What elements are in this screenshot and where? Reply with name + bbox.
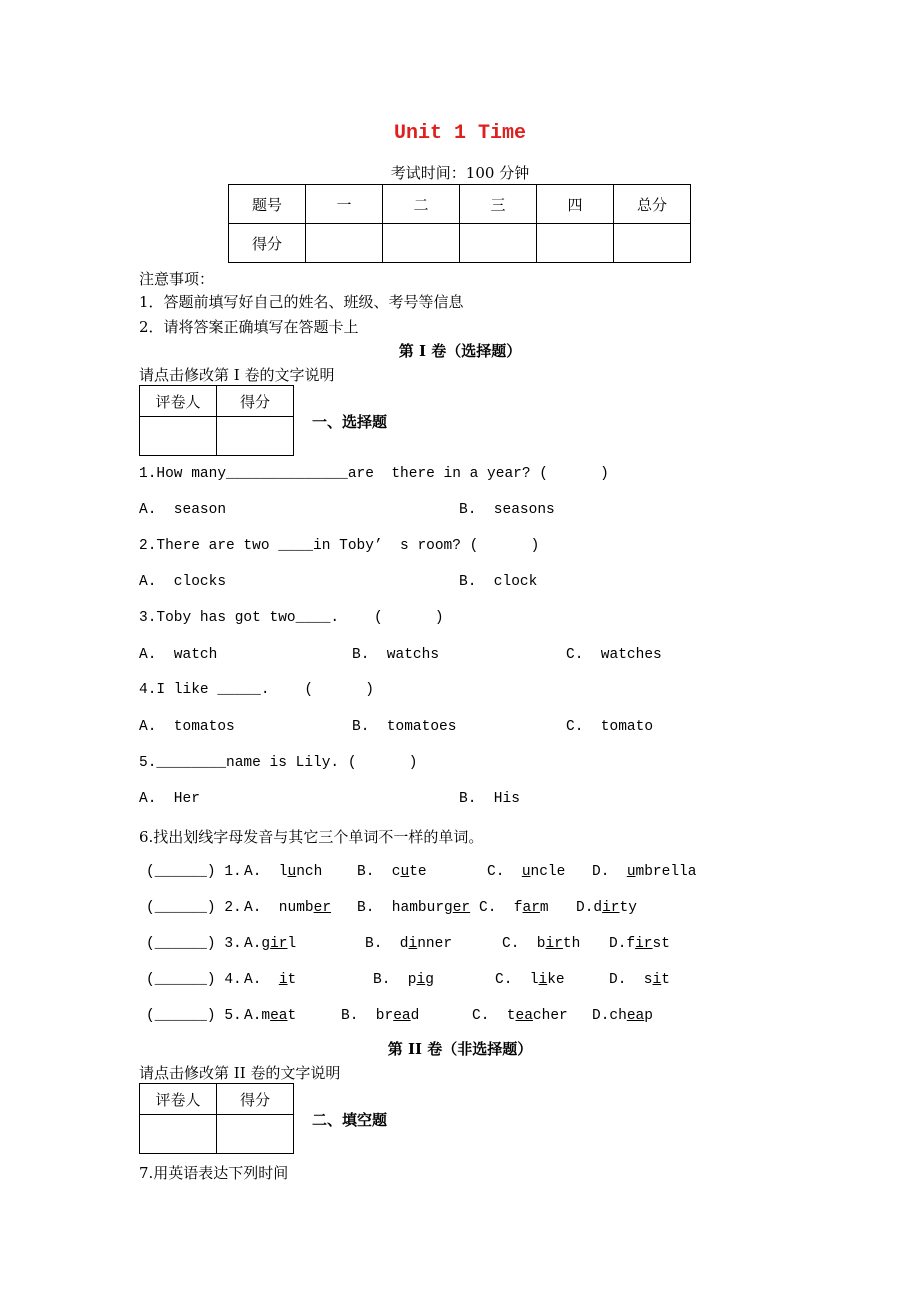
- score-table-score-row: [229, 224, 691, 263]
- phonics-option: C. farm: [479, 900, 549, 916]
- section-heading: 一、选择题: [312, 413, 388, 431]
- phonics-option: B. cute: [357, 864, 427, 880]
- part1-desc[interactable]: 请点击修改第 I 卷的文字说明: [139, 366, 335, 384]
- phonics-option: D.first: [609, 936, 670, 952]
- question-stem: 3.Toby has got two____. ( ): [139, 610, 444, 626]
- option-a: A. clocks: [139, 574, 227, 590]
- phonics-option: B. pig: [373, 972, 434, 988]
- phonics-option: B. bread: [341, 1008, 420, 1024]
- grader-score-label: 得分: [217, 1084, 294, 1115]
- score-header-cell: 总分: [614, 185, 691, 224]
- option-b: B. seasons: [459, 502, 555, 518]
- option-b: B. clock: [459, 574, 538, 590]
- grader-label: 评卷人: [140, 386, 217, 417]
- score-header-cell: 题号: [229, 185, 306, 224]
- phonics-option: D. sit: [609, 972, 670, 988]
- phonics-option: C. birth: [502, 936, 581, 952]
- option-a: A. Her: [139, 791, 200, 807]
- phonics-number: (______) 1.: [146, 864, 242, 880]
- phonics-option: D.dirty: [576, 900, 637, 916]
- score-row-label: 得分: [229, 224, 306, 263]
- part2-title: 第 II 卷（非选择题）: [387, 1040, 533, 1058]
- note-item: 2．请将答案正确填写在答题卡上: [139, 318, 359, 336]
- score-cell[interactable]: [537, 224, 614, 263]
- score-cell[interactable]: [614, 224, 691, 263]
- grader-label: 评卷人: [140, 1084, 217, 1115]
- score-header-cell: 三: [460, 185, 537, 224]
- question-stem: 5.________name is Lily. ( ): [139, 755, 418, 771]
- notes-heading: 注意事项：: [139, 270, 215, 288]
- question-stem: 4.I like _____. ( ): [139, 682, 374, 698]
- option-c: C. watches: [566, 647, 662, 663]
- score-cell[interactable]: [383, 224, 460, 263]
- phonics-number: (______) 2.: [146, 900, 242, 916]
- exam-time: 考试时间：100 分钟: [390, 164, 530, 182]
- phonics-option: B. hamburger: [357, 900, 471, 916]
- phonics-option: A. it: [244, 972, 297, 988]
- phonics-option: B. dinner: [365, 936, 453, 952]
- score-table-header-row: [229, 185, 691, 224]
- grader-score-label: 得分: [217, 386, 294, 417]
- option-c: C. tomato: [566, 719, 654, 735]
- score-table: [228, 184, 691, 263]
- phonics-option: A.girl: [244, 936, 297, 952]
- phonics-option: D.cheap: [592, 1008, 653, 1024]
- question-stem: 2.There are two ____in Toby’ s room? ( ): [139, 538, 540, 554]
- score-cell[interactable]: [306, 224, 383, 263]
- grader-score-cell[interactable]: [217, 417, 294, 456]
- part2-desc[interactable]: 请点击修改第 II 卷的文字说明: [139, 1064, 341, 1082]
- score-cell[interactable]: [460, 224, 537, 263]
- question-stem: 6.找出划线字母发音与其它三个单词不一样的单词。: [139, 828, 484, 846]
- grader-cell[interactable]: [140, 1115, 217, 1154]
- option-b: B. His: [459, 791, 520, 807]
- score-header-cell: 二: [383, 185, 460, 224]
- phonics-option: A. lunch: [244, 864, 323, 880]
- phonics-option: C. like: [495, 972, 565, 988]
- question-stem: 1.How many______________are there in a year? ( ): [139, 466, 609, 482]
- phonics-number: (______) 4.: [146, 972, 242, 988]
- page-title: Unit 1 Time: [393, 122, 527, 145]
- score-header-cell: 一: [306, 185, 383, 224]
- option-a: A. watch: [139, 647, 218, 663]
- grader-table: [139, 1083, 294, 1154]
- phonics-option: C. uncle: [487, 864, 566, 880]
- question-stem: 7.用英语表达下列时间: [139, 1164, 289, 1182]
- phonics-option: C. teacher: [472, 1008, 568, 1024]
- option-b: B. watchs: [352, 647, 440, 663]
- note-item: 1．答题前填写好自己的姓名、班级、考号等信息: [139, 293, 464, 311]
- phonics-option: A.meat: [244, 1008, 297, 1024]
- score-header-cell: 四: [537, 185, 614, 224]
- option-b: B. tomatoes: [352, 719, 457, 735]
- section-heading: 二、填空题: [312, 1111, 388, 1129]
- phonics-number: (______) 5.: [146, 1008, 242, 1024]
- phonics-option: A. number: [244, 900, 332, 916]
- grader-score-cell[interactable]: [217, 1115, 294, 1154]
- grader-table: [139, 385, 294, 456]
- option-a: A. tomatos: [139, 719, 235, 735]
- option-a: A. season: [139, 502, 227, 518]
- part1-title: 第 I 卷（选择题）: [398, 342, 522, 360]
- phonics-option: D. umbrella: [592, 864, 697, 880]
- grader-cell[interactable]: [140, 417, 217, 456]
- phonics-number: (______) 3.: [146, 936, 242, 952]
